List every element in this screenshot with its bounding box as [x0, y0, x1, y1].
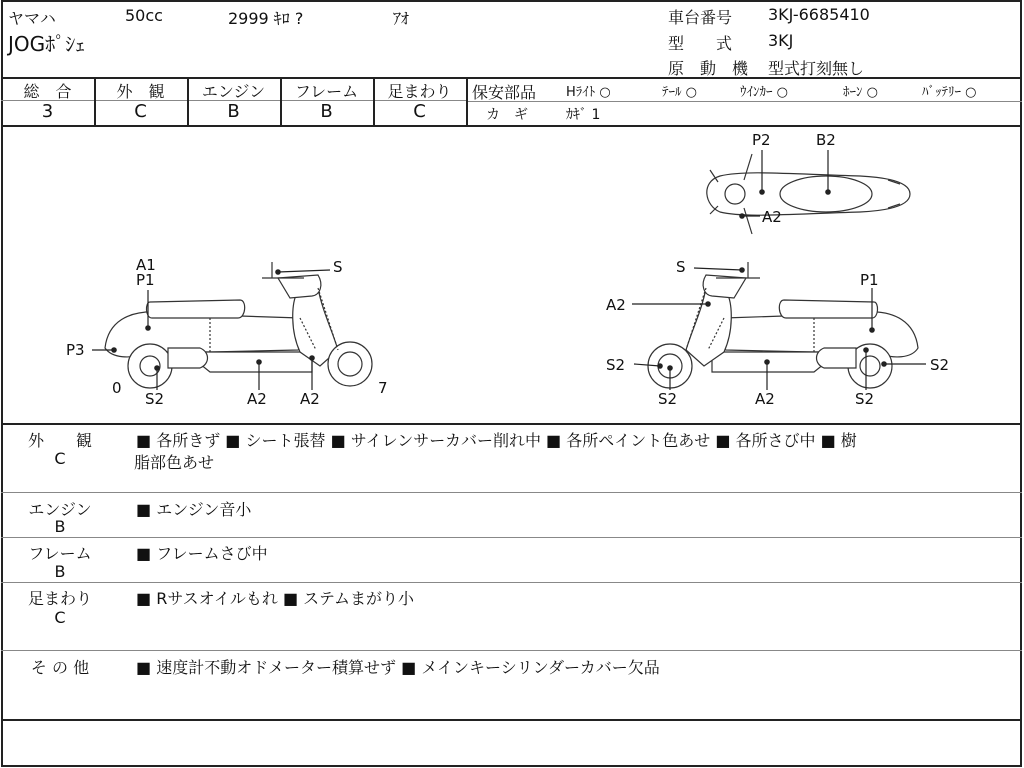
- grade-value-frame: B: [320, 101, 333, 122]
- remarks-divider: [1, 650, 1022, 651]
- remark-grade-exterior: C: [54, 449, 66, 468]
- safety-item-name: ﾃｰﾙ: [662, 85, 682, 100]
- remark-text-suspension: ■ Rサスオイルもれ ■ ステムまがり小: [136, 589, 415, 608]
- safety-item-mark: ○: [776, 85, 788, 100]
- type-label: 型 式: [668, 34, 733, 53]
- damage-label: P3: [66, 341, 85, 359]
- safety-item-name: Hﾗｲﾄ: [566, 85, 596, 100]
- mileage: 2999 ｷﾛ ?: [228, 9, 304, 28]
- damage-label: P2: [752, 131, 771, 149]
- frame-no: 3KJ-6685410: [768, 5, 870, 24]
- remark-grade-suspension: C: [54, 608, 66, 627]
- safety-item-name: ﾊﾞｯﾃﾘｰ: [922, 85, 961, 100]
- safety-item-mark: ○: [599, 85, 611, 100]
- safety-item-mark: ○: [685, 85, 697, 100]
- frame-no-label: 車台番号: [668, 8, 733, 27]
- damage-label: S2: [606, 356, 626, 374]
- color: ｱｵ: [393, 9, 410, 28]
- key-label: カ ギ: [486, 107, 528, 123]
- grade-label-suspension: 足まわり: [387, 82, 452, 101]
- remarks-divider: [1, 582, 1022, 583]
- remark-text-exterior-line1: ■ 各所きず ■ シート張替 ■ サイレンサーカバー削れ中 ■ 各所ペイント色あせ ■ 各所さび中 ■ 樹: [136, 431, 857, 450]
- damage-label: S2: [855, 390, 875, 408]
- damage-label: A2: [300, 390, 320, 408]
- damage-label: S2: [145, 390, 165, 408]
- remark-text-exterior-line2: 脂部色あせ: [134, 453, 215, 472]
- damage-label: A2: [762, 208, 782, 226]
- grade-value-overall: 3: [41, 101, 54, 122]
- remark-label-engine: エンジン: [28, 500, 92, 519]
- safety-item-name: ﾎｰﾝ: [843, 85, 863, 100]
- scooter-top-view: [707, 154, 910, 234]
- remark-label-exterior: 外 観: [27, 431, 92, 450]
- damage-label: B2: [816, 131, 836, 149]
- remark-grade-frame: B: [54, 562, 66, 581]
- remark-text-other: ■ 速度計不動オドメーター積算せず ■ メインキーシリンダーカバー欠品: [136, 658, 660, 677]
- remark-grade-engine: B: [54, 517, 66, 536]
- remark-text-engine: ■ エンジン音小: [136, 500, 252, 519]
- type-value: 3KJ: [768, 31, 794, 50]
- damage-label: 7: [378, 379, 388, 397]
- remark-text-frame: ■ フレームさび中: [136, 544, 268, 563]
- remarks-divider: [1, 492, 1022, 493]
- damage-label: S2: [930, 356, 950, 374]
- damage-label: P1: [136, 271, 155, 289]
- model-name: JOGﾎﾟｼｪ: [8, 32, 86, 56]
- damage-label: P1: [860, 271, 879, 289]
- grade-label-exterior: 外 観: [116, 82, 165, 101]
- remark-label-other: そ の 他: [30, 658, 90, 677]
- safety-label: 保安部品: [472, 83, 537, 102]
- engine-label: 原 動 機: [668, 59, 749, 78]
- damage-label: 0: [112, 379, 122, 397]
- damage-label: A2: [606, 296, 626, 314]
- key-value: ｶｷﾞ 1: [566, 107, 601, 123]
- grade-value-suspension: C: [413, 101, 426, 122]
- safety-item-name: ｳｲﾝｶｰ: [740, 85, 773, 100]
- damage-label: A2: [247, 390, 267, 408]
- displacement: 50cc: [125, 6, 163, 25]
- damage-label: S: [676, 258, 686, 276]
- damage-label: A2: [755, 390, 775, 408]
- grade-value-exterior: C: [134, 101, 147, 122]
- engine-value: 型式打刻無し: [768, 59, 865, 78]
- remark-label-frame: フレーム: [28, 544, 92, 563]
- grade-label-engine: エンジン: [201, 82, 266, 101]
- remark-label-suspension: 足まわり: [27, 589, 92, 608]
- grade-value-engine: B: [227, 101, 240, 122]
- maker: ヤマハ: [8, 9, 56, 28]
- damage-label: S: [333, 258, 343, 276]
- grade-label-frame: フレーム: [294, 82, 359, 101]
- remarks-divider: [1, 537, 1022, 538]
- damage-label: S2: [658, 390, 678, 408]
- grade-label-overall: 総 合: [23, 82, 72, 101]
- damage-label: A1: [136, 256, 156, 274]
- safety-item-mark: ○: [866, 85, 878, 100]
- remarks-bottom: [1, 719, 1022, 721]
- safety-item-mark: ○: [965, 85, 977, 100]
